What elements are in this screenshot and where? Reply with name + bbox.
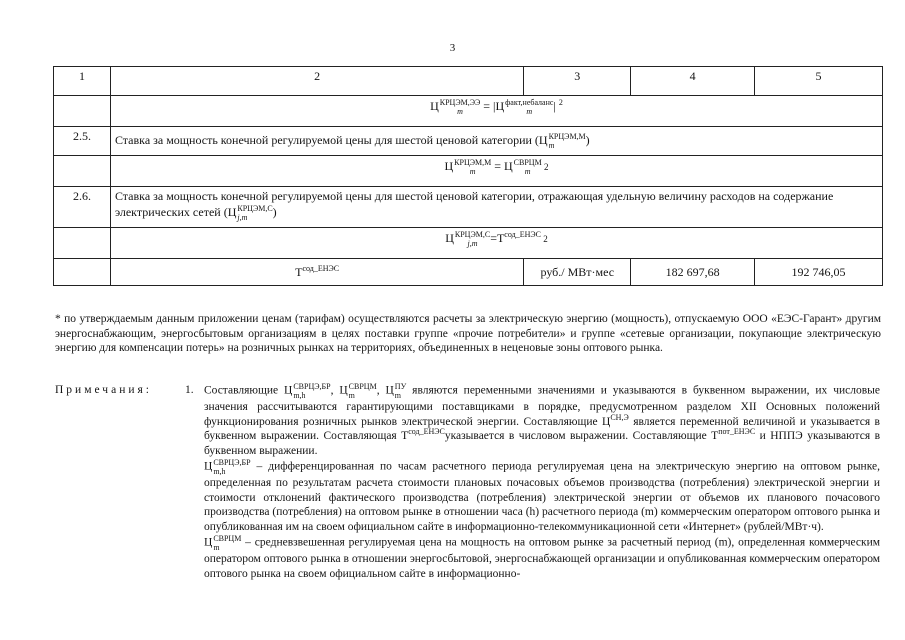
formula-row <box>54 96 883 127</box>
unit-cell: руб./ МВт·мес <box>524 259 631 286</box>
value-cell: 192 746,05 <box>755 259 883 286</box>
formula-m: Ц КРЦЭМ,М m = Ц СВРЦМ m 2 <box>110 156 882 187</box>
note-paragraph: Составляющие Ц СВРЦЭ,БР m,h , Ц СВРЦМ m , Ц ПУ m являются переменными значениями и указываются в буквенном выражении, их числовые значения рассчитываются гарантирующими поставщиками в порядке, предусмотренном разделом XII Основных положений функционирования розничных рынков электрической энергии. Составляющие $Ц^{СН,Э}$ является переменной величиной и указывается в буквенном выражении. Составляющая $Т^{сод\_ЕНЭС}указывается$ в числовом выражении. Составляющие $Т^{пот\_ЕНЭС}$ и НППЭ указываются в буквенном выражении. <box>204 382 881 457</box>
header-cell: 4 <box>631 67 755 96</box>
note-paragraph: Ц СВРЦМ m – средневзвешенная регулируемая цена на мощность на оптовом рынке за расчетный период (m), определенная коммерческим оператором оптового рынка в отношении энергосбытовой, энергоснабжающей организации и опубликованная коммерческим оператором оптового рынка на своем официальном сайте в информационно- <box>204 534 880 580</box>
header-cell: 2 <box>110 67 523 96</box>
formula-ee: Ц КРЦЭМ,ЭЭ m = |Ц факт,небаланс m | $^2$ <box>110 96 882 127</box>
table-row <box>54 187 883 228</box>
header-cell: 3 <box>524 67 631 96</box>
header-cell: 1 <box>54 67 111 96</box>
notes-number: 1. <box>185 384 194 396</box>
page-number: 3 <box>449 42 456 54</box>
row-number: 2.6. <box>54 187 111 228</box>
row-description: Ставка за мощность конечной регулируемой цены для шестой ценовой категории, отражающая удельную величину расходов на содержание электрических сетей (Ц КРЦЭМ,С j,m ) <box>110 187 882 228</box>
table-row <box>54 259 883 286</box>
value-cell: 182 697,68 <box>631 259 755 286</box>
header-cell: 5 <box>755 67 883 96</box>
row-number: 2.5. <box>54 127 111 156</box>
tariff-table <box>53 66 883 286</box>
table-row <box>54 127 883 156</box>
table-header-row <box>54 67 883 96</box>
row-description: Ставка за мощность конечной регулируемой цены для шестой ценовой категории (Ц КРЦЭМ,М m ) <box>110 127 882 156</box>
notes-label: Примечания: <box>55 384 152 396</box>
notes-body <box>204 382 880 581</box>
formula-c: Ц КРЦЭМ,С j,m $=Т^{сод\_ЕНЭС}$ 2 <box>110 228 882 259</box>
formula-row <box>54 228 883 259</box>
rate-label: $Т^{сод\_ЕНЭС}$ <box>110 259 523 286</box>
note-paragraph: Ц СВРЦЭ,БР m,h – дифференцированная по часам расчетного периода регулируемая цена на электрическую энергию на оптовом рынке, определенная по результатам расчета стоимости плановых почасовых объемов производства (потребления) электрической энергии и стоимости отклонений фактического производства (потребления) электрической энергии от объемов их планового почасового производства (потребления) на оптовом рынке в отношении часа (h) расчетного периода (m) коммерческим оператором оптового рынка и опубликованная им на своем официальном сайте в информационно-телекоммуникационной сети «Интернет» (рублей/МВт·ч). <box>204 458 880 533</box>
formula-row <box>54 156 883 187</box>
footnote: * по утверждаемым данным приложении ценам (тарифам) осуществляются расчеты за электрическую энергию (мощность), отпускаемую ООО «ЕЭС-Гарант» другим энергоснабжающим, энергосбытовым организациям в целях поставки группе «прочие потребители» и группе «сетевые организации, покупающие электрическую энергию для компенсации потерь» на розничных рынках на территориях, объединенных в неценовые зоны оптового рынка. <box>55 313 881 354</box>
